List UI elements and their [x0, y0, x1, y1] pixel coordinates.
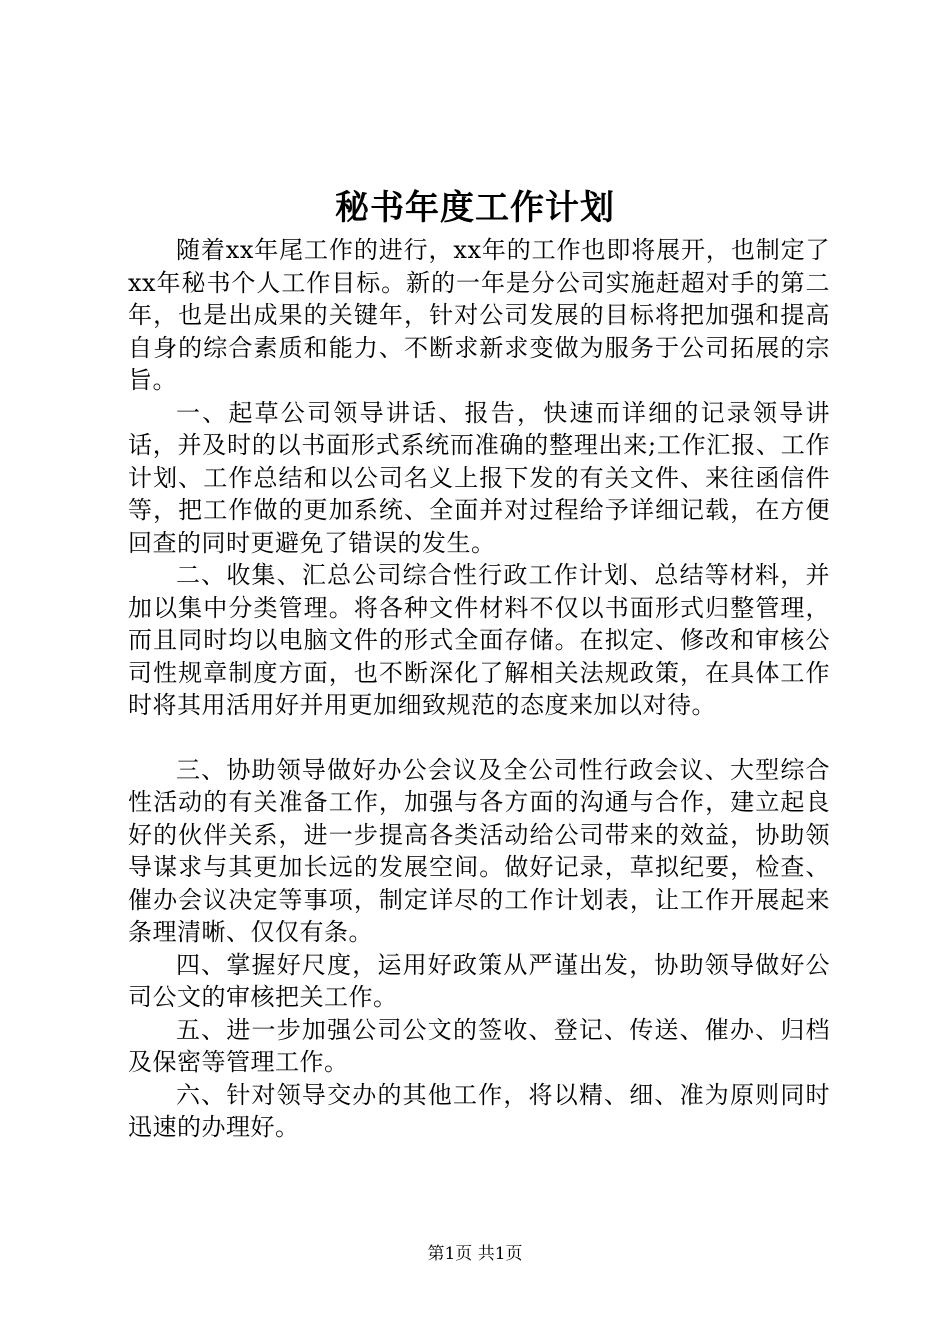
paragraph-intro: 随着xx年尾工作的进行，xx年的工作也即将展开，也制定了xx年秘书个人工作目标。新的一年是分公司实施赶超对手的第二年，也是出成果的关键年，针对公司发展的目标将把加强和提高自身的综合素质和能力、不断求新求变做为服务于公司拓展的宗旨。: [128, 236, 830, 394]
paragraph-gap: [128, 722, 830, 754]
document-title: 秘书年度工作计划: [335, 188, 615, 228]
paragraph-item-4: 四、掌握好尺度，运用好政策从严谨出发，协助领导做好公司公文的审核把关工作。: [128, 950, 830, 1011]
paragraph-item-1: 一、起草公司领导讲话、报告，快速而详细的记录领导讲话，并及时的以书面形式系统而准确的整理出来;工作汇报、工作计划、工作总结和以公司名义上报下发的有关文件、来往函信件等，把工作做的更加系统、全面并对过程给予详细记载，在方便回查的同时更避免了错误的发生。: [128, 398, 830, 557]
paragraph-item-6: 六、针对领导交办的其他工作，将以精、细、准为原则同时迅速的办理好。: [128, 1080, 830, 1141]
page-footer: 第1页 共1页: [427, 1244, 523, 1264]
paragraph-item-2: 二、收集、汇总公司综合性行政工作计划、总结等材料，并加以集中分类管理。将各种文件材料不仅以书面形式归整管理，而且同时均以电脑文件的形式全面存储。在拟定、修改和审核公司性规章制度方面，也不断深化了解相关法规政策，在具体工作时将其用活用好并用更加细致规范的态度来加以对待。: [128, 561, 830, 719]
paragraph-item-5: 五、进一步加强公司公文的签收、登记、传送、催办、归档及保密等管理工作。: [128, 1015, 830, 1076]
paragraph-item-3: 三、协助领导做好办公会议及全公司性行政会议、大型综合性活动的有关准备工作，加强与各方面的沟通与合作，建立起良好的伙伴关系，进一步提高各类活动给公司带来的效益，协助领导谋求与其更加长远的发展空间。做好记录，草拟纪要，检查、催办会议决定等事项，制定详尽的工作计划表，让工作开展起来条理清晰、仅仅有条。: [128, 755, 830, 946]
document-body: [128, 234, 830, 1144]
